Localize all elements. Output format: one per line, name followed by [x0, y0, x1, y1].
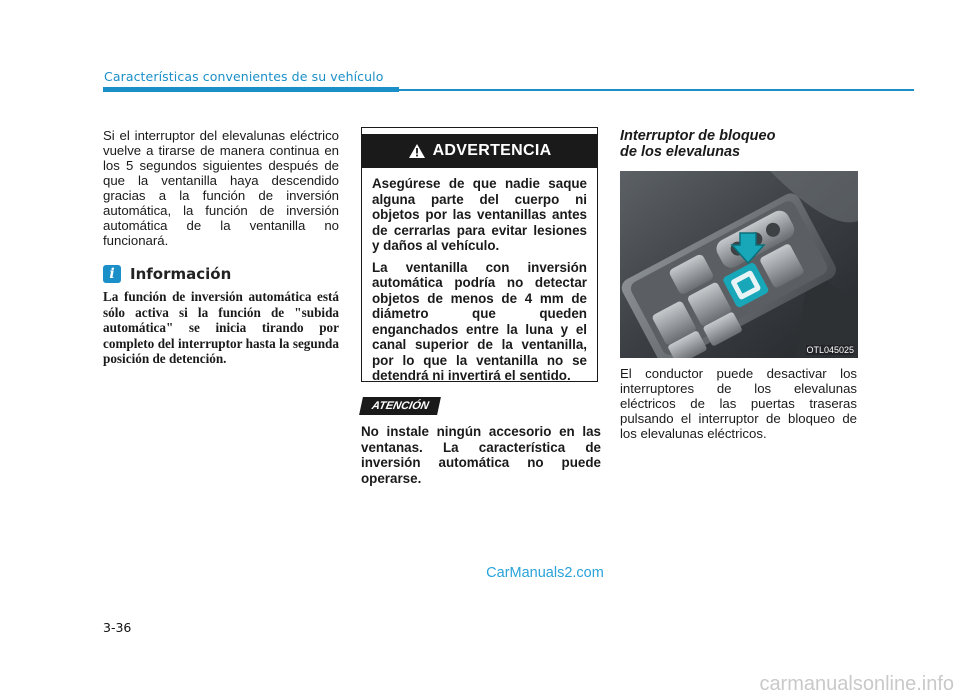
header-rule-thick [103, 87, 399, 92]
warning-triangle-icon [408, 143, 426, 159]
caution-text: No instale ningún accesorio en las ventanas. La característica de inversión automática no puede operarse. [361, 424, 601, 486]
carmanuals-watermark[interactable]: CarManuals2.com [486, 565, 604, 581]
warning-header [362, 134, 597, 168]
lock-switch-paragraph: El conductor puede desactivar los interruptores de los elevalunas eléctricos de las puertas traseras pulsando el interruptor de bloqueo de los elevalunas eléctricos. [620, 366, 857, 441]
info-heading [103, 265, 339, 283]
warning-paragraph-2: La ventanilla con inversión automática podría no detectar objetos de menos de 4 mm de diámetro que queden enganchados entre la luna y el canal superior de la ventanilla, por lo que la ventanilla no se detendrá ni invertirá el sentido. [372, 259, 587, 383]
photo-reference-code: OTL045025 [806, 345, 854, 355]
warning-paragraph-1: Asegúrese de que nadie saque alguna parte del cuerpo ni objetos por las ventanillas antes de cerrarlas para evitar lesiones y daños al vehículo. [372, 176, 587, 253]
page-number: 3-36 [103, 620, 132, 635]
subsection-heading-line2: de los elevalunas [620, 144, 741, 160]
column-right [620, 128, 857, 441]
info-title: Información [130, 265, 232, 283]
caution-badge: ATENCIÓN [359, 397, 440, 415]
subsection-heading-line1: Interruptor de bloqueo [620, 128, 776, 144]
subsection-heading [620, 128, 857, 160]
door-switch-illustration [620, 171, 858, 358]
auto-reverse-paragraph: Si el interruptor del elevalunas eléctrico vuelve a tirarse de manera continua en los 5 segundos siguientes después de que la ventanilla haya descendido gracias a la función de inversión automática, la función de inversión automática de la ventanilla no funcionará. [103, 128, 339, 248]
column-left [103, 128, 339, 367]
info-text: La función de inversión automática está sólo activa si la función de "subida automática" se inicia tirando por completo del interruptor hasta la segunda posición de detención. [103, 289, 339, 366]
info-icon: i [103, 265, 121, 283]
warning-box [361, 127, 598, 382]
warning-label: ADVERTENCIA [432, 142, 552, 159]
section-title: Características convenientes de su vehículo [104, 69, 384, 84]
window-lock-switch-photo [620, 171, 858, 358]
header-rule-thin [399, 89, 914, 91]
column-middle [361, 127, 601, 486]
footer-watermark[interactable]: carmanualsonline.info [759, 673, 954, 695]
